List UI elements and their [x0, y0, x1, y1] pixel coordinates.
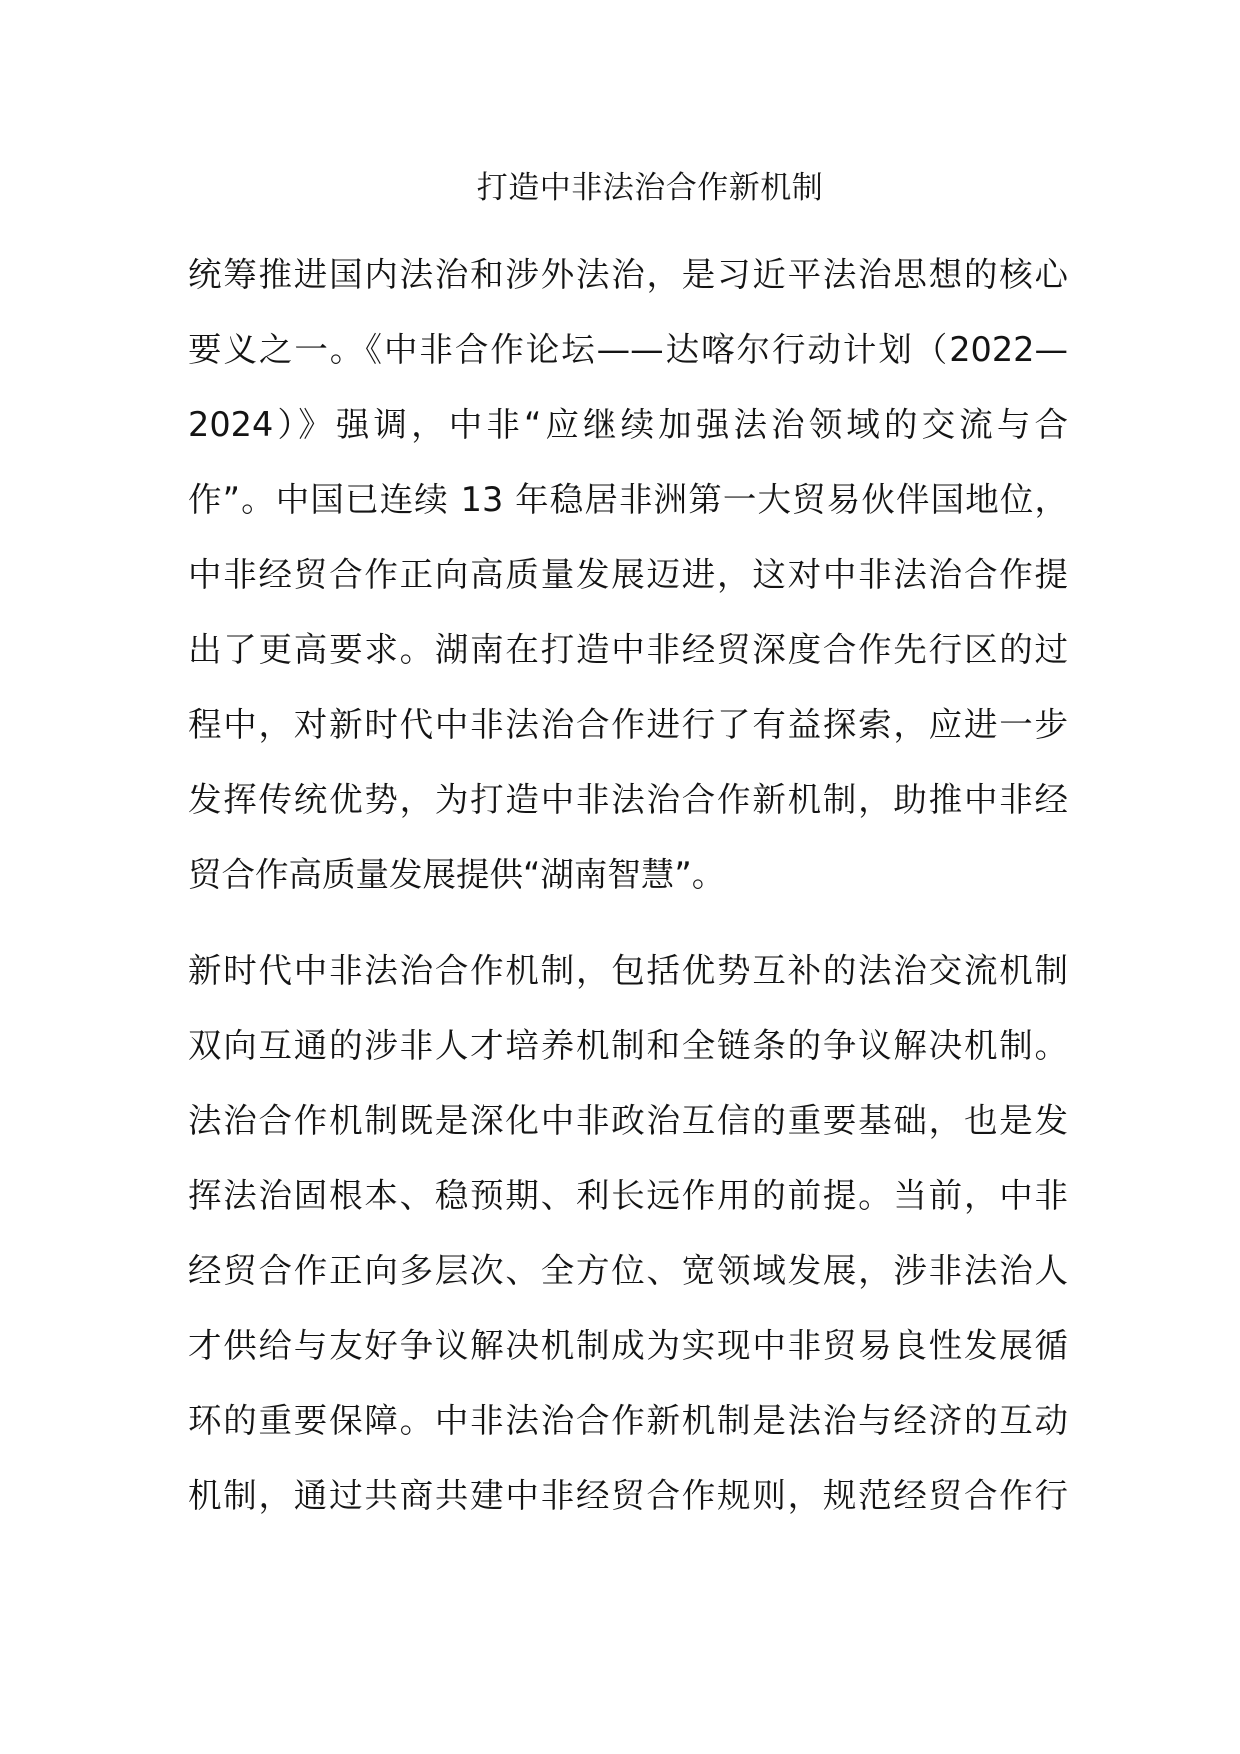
text-line: 发挥传统优势，为打造中非法治合作新机制，助推中非经 — [188, 780, 1068, 819]
text-line: 作”。中国已连续 13 年稳居非洲第一大贸易伙伴国地位， — [188, 480, 1068, 519]
text-line: 统筹推进国内法治和涉外法治，是习近平法治思想的核心 — [188, 255, 1068, 294]
text-line: 双向互通的涉非人才培养机制和全链条的争议解决机制。 — [188, 1026, 1068, 1065]
text-line: 出了更高要求。湖南在打造中非经贸深度合作先行区的过 — [188, 630, 1068, 669]
text-line: 经贸合作正向多层次、全方位、宽领域发展，涉非法治人 — [188, 1251, 1068, 1290]
paragraph-intro — [188, 237, 1068, 912]
document-title: 打造中非法治合作新机制 — [476, 170, 824, 206]
text-line: 贸合作高质量发展提供“湖南智慧”。 — [188, 855, 726, 894]
text-line: 挥法治固根本、稳预期、利长远作用的前提。当前，中非 — [188, 1176, 1068, 1215]
text-line: 环的重要保障。中非法治合作新机制是法治与经济的互动 — [188, 1401, 1068, 1440]
text-line: 程中，对新时代中非法治合作进行了有益探索，应进一步 — [188, 705, 1068, 744]
text-line: 机制，通过共商共建中非经贸合作规则，规范经贸合作行 — [188, 1476, 1068, 1515]
text-line: 2024）》强调，中非“应继续加强法治领域的交流与合 — [188, 405, 1068, 444]
text-line: 要义之一。《中非合作论坛——达喀尔行动计划（2022— — [188, 330, 1068, 369]
text-line: 才供给与友好争议解决机制成为实现中非贸易良性发展循 — [188, 1326, 1068, 1365]
text-line: 法治合作机制既是深化中非政治互信的重要基础，也是发 — [188, 1101, 1068, 1140]
text-line: 新时代中非法治合作机制，包括优势互补的法治交流机制 — [188, 951, 1068, 990]
document-body — [188, 237, 1068, 1533]
paragraph-mechanism — [188, 933, 1068, 1533]
text-line: 中非经贸合作正向高质量发展迈进，这对中非法治合作提 — [188, 555, 1068, 594]
